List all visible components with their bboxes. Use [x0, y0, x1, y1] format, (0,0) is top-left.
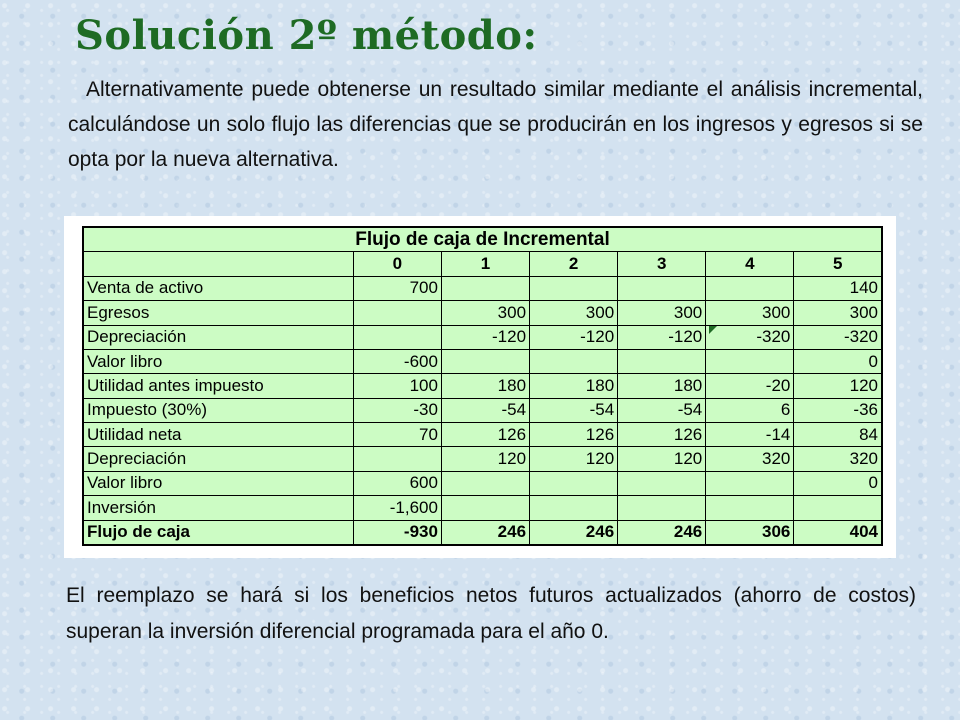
- value-cell: -54: [441, 398, 529, 422]
- row-label: Inversión: [83, 496, 353, 520]
- value-cell: -120: [441, 325, 529, 349]
- table-row: [83, 398, 882, 422]
- value-cell: [441, 349, 529, 373]
- row-label: Utilidad neta: [83, 423, 353, 447]
- table-title: Flujo de caja de Incremental: [83, 227, 882, 252]
- value-cell: -36: [794, 398, 882, 422]
- intro-paragraph: Alternativamente puede obtenerse un resultado similar mediante el análisis incremental, calculándose un solo flujo las diferencias que se producirán en los ingresos y egresos si se opta por la nueva alternativa.: [68, 78, 923, 171]
- table-row: [83, 471, 882, 495]
- table-row: [83, 520, 882, 545]
- table-row: [83, 325, 882, 349]
- row-label: Utilidad antes impuesto: [83, 374, 353, 398]
- value-cell: -930: [353, 520, 441, 545]
- value-cell: [794, 496, 882, 520]
- value-cell: 300: [706, 301, 794, 325]
- header-cell: 3: [618, 252, 706, 276]
- row-label: Valor libro: [83, 349, 353, 373]
- value-cell: [530, 276, 618, 300]
- row-label: Depreciación: [83, 325, 353, 349]
- value-cell: [530, 496, 618, 520]
- value-cell: [706, 496, 794, 520]
- table-row: [83, 349, 882, 373]
- value-cell: [530, 471, 618, 495]
- cell-comment-marker: [709, 326, 717, 334]
- row-label: Depreciación: [83, 447, 353, 471]
- table-row: [83, 276, 882, 300]
- row-label: Valor libro: [83, 471, 353, 495]
- value-cell: -120: [530, 325, 618, 349]
- value-cell: 180: [618, 374, 706, 398]
- value-cell: -320: [794, 325, 882, 349]
- header-cell: 5: [794, 252, 882, 276]
- value-cell: 126: [618, 423, 706, 447]
- value-cell: 300: [530, 301, 618, 325]
- value-cell: 120: [618, 447, 706, 471]
- table-row: [83, 423, 882, 447]
- value-cell: -320: [706, 325, 794, 349]
- row-label: Flujo de caja: [83, 520, 353, 545]
- value-cell: 700: [353, 276, 441, 300]
- value-cell: [618, 471, 706, 495]
- value-cell: 320: [794, 447, 882, 471]
- value-cell: [706, 276, 794, 300]
- header-cell: 4: [706, 252, 794, 276]
- value-cell: 404: [794, 520, 882, 545]
- table-row: [83, 496, 882, 520]
- value-cell: 246: [441, 520, 529, 545]
- row-label: Egresos: [83, 301, 353, 325]
- value-cell: 246: [618, 520, 706, 545]
- header-empty-cell: [83, 252, 353, 276]
- value-cell: 126: [441, 423, 529, 447]
- spreadsheet-image: [64, 216, 896, 558]
- table-row: [83, 447, 882, 471]
- value-cell: 300: [618, 301, 706, 325]
- value-cell: [353, 301, 441, 325]
- conclusion-paragraph: El reemplazo se hará si los beneficios netos futuros actualizados (ahorro de costos) superan la inversión diferencial programada para el año 0.: [66, 584, 916, 643]
- table-header-row: [83, 252, 882, 276]
- value-cell: 180: [441, 374, 529, 398]
- value-cell: 300: [794, 301, 882, 325]
- value-cell: 6: [706, 398, 794, 422]
- value-cell: 120: [441, 447, 529, 471]
- value-cell: 120: [530, 447, 618, 471]
- value-cell: 84: [794, 423, 882, 447]
- table-row: [83, 374, 882, 398]
- value-cell: 300: [441, 301, 529, 325]
- value-cell: 70: [353, 423, 441, 447]
- row-label: Venta de activo: [83, 276, 353, 300]
- header-cell: 1: [441, 252, 529, 276]
- value-cell: [706, 471, 794, 495]
- value-cell: [706, 349, 794, 373]
- value-cell: 0: [794, 349, 882, 373]
- slide-title: Solución 2º método:: [75, 12, 538, 59]
- header-cell: 2: [530, 252, 618, 276]
- cash-flow-table: [82, 226, 883, 546]
- value-cell: [618, 496, 706, 520]
- value-cell: -120: [618, 325, 706, 349]
- value-cell: -600: [353, 349, 441, 373]
- value-cell: [441, 471, 529, 495]
- value-cell: [441, 276, 529, 300]
- value-cell: [530, 349, 618, 373]
- value-cell: [618, 276, 706, 300]
- value-cell: -20: [706, 374, 794, 398]
- value-cell: [353, 325, 441, 349]
- value-cell: 180: [530, 374, 618, 398]
- value-cell: 100: [353, 374, 441, 398]
- value-cell: -54: [530, 398, 618, 422]
- value-cell: [441, 496, 529, 520]
- table-row: [83, 301, 882, 325]
- value-cell: 246: [530, 520, 618, 545]
- value-cell: 600: [353, 471, 441, 495]
- value-cell: 320: [706, 447, 794, 471]
- value-cell: 126: [530, 423, 618, 447]
- value-cell: 120: [794, 374, 882, 398]
- header-cell: 0: [353, 252, 441, 276]
- value-cell: 306: [706, 520, 794, 545]
- row-label: Impuesto (30%): [83, 398, 353, 422]
- value-cell: -30: [353, 398, 441, 422]
- value-cell: 0: [794, 471, 882, 495]
- value-cell: [618, 349, 706, 373]
- value-cell: 140: [794, 276, 882, 300]
- value-cell: -14: [706, 423, 794, 447]
- value-cell: -1,600: [353, 496, 441, 520]
- value-cell: -54: [618, 398, 706, 422]
- value-cell: [353, 447, 441, 471]
- table-title-row: [83, 227, 882, 252]
